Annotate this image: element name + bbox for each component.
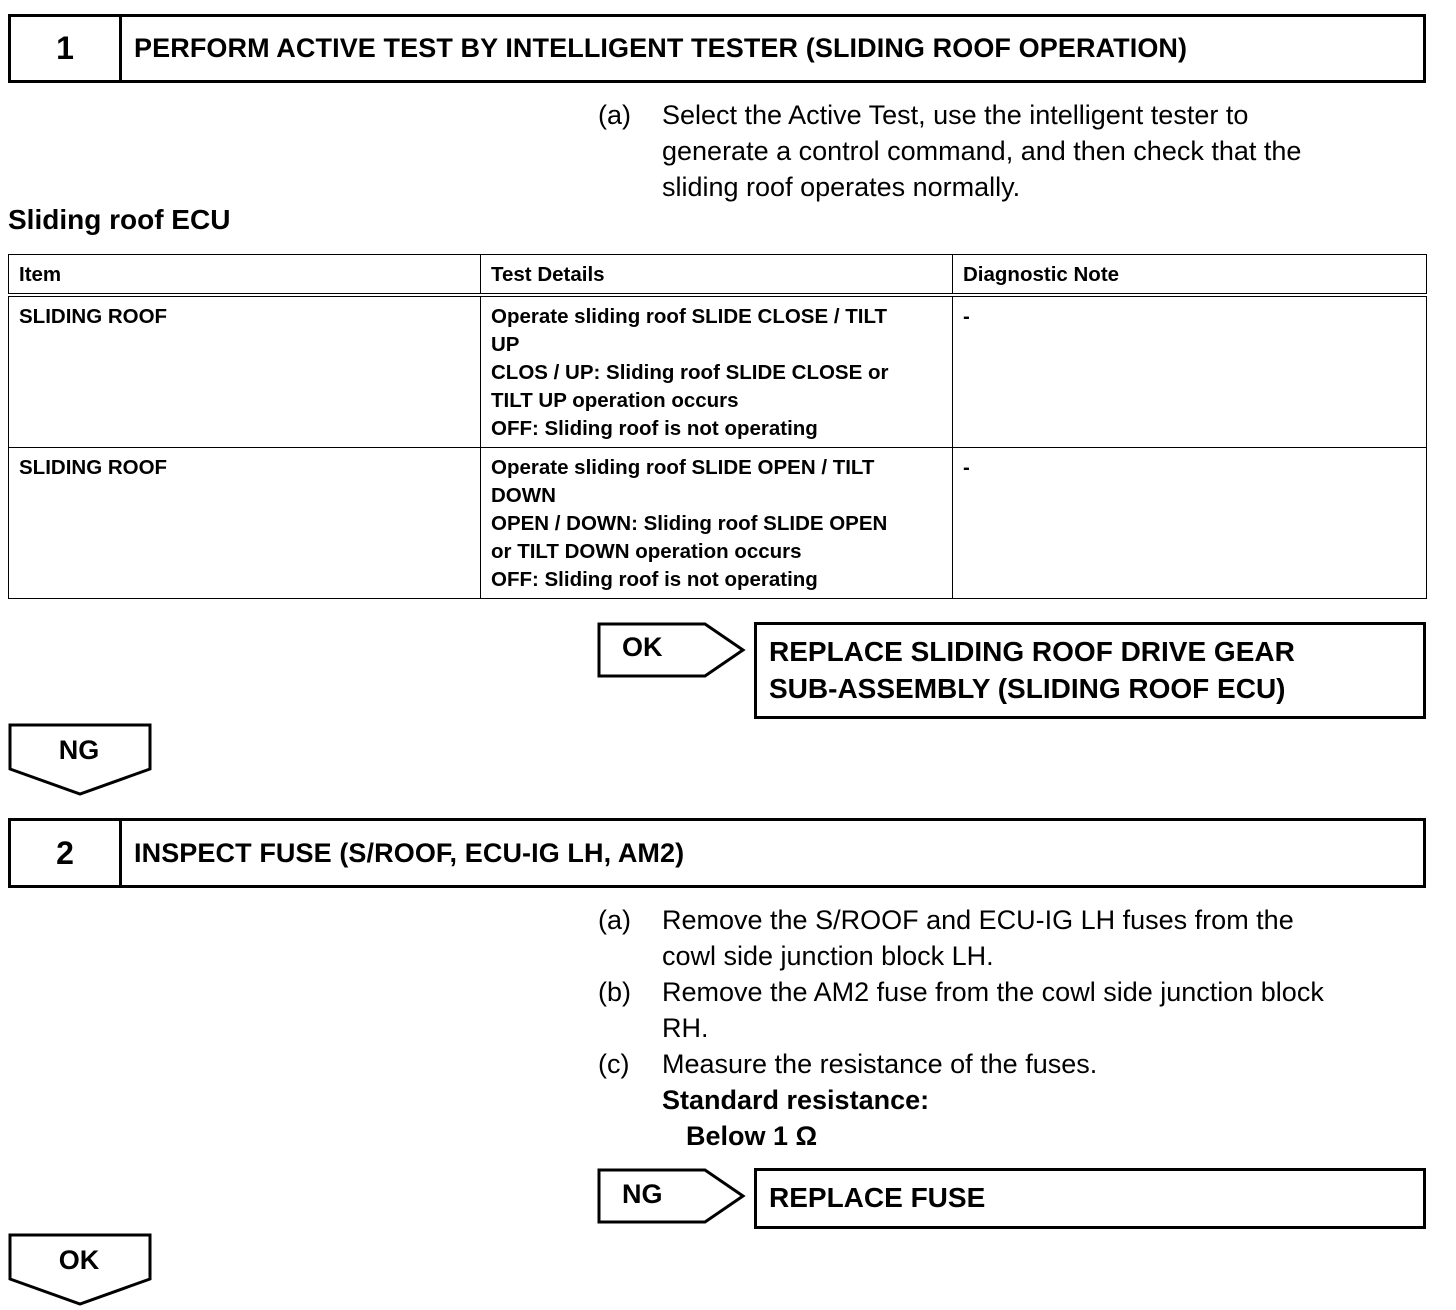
step-2-header xyxy=(8,818,1426,888)
instruction-line: Select the Active Test, use the intelligent tester to xyxy=(662,100,1249,130)
step-2-title: INSPECT FUSE (S/ROOF, ECU-IG LH, AM2) xyxy=(134,837,685,868)
instruction-line: RH. xyxy=(662,1013,709,1043)
result-line: REPLACE FUSE xyxy=(769,1182,986,1213)
instruction-text xyxy=(662,902,1428,974)
instruction-text xyxy=(662,1046,1428,1154)
result-line: SUB-ASSEMBLY (SLIDING ROOF ECU) xyxy=(769,673,1286,704)
ng-branch-arrow-icon xyxy=(597,1168,747,1224)
cell-test-details xyxy=(481,448,953,599)
ok-branch-arrow-icon xyxy=(597,622,747,678)
cell-diagnostic-note: - xyxy=(953,295,1427,448)
result-box-replace-fuse xyxy=(754,1168,1426,1229)
active-test-table xyxy=(8,254,1427,599)
continue-label-ng: NG xyxy=(58,735,100,765)
instruction-label: (a) xyxy=(598,100,631,130)
instruction-line: generate a control command, and then check that the xyxy=(662,136,1302,166)
branch-label-ok: OK xyxy=(622,632,663,662)
column-header-test-details: Test Details xyxy=(481,255,953,296)
step-1-number: 1 xyxy=(11,17,122,80)
instruction-line: sliding roof operates normally. xyxy=(662,172,1021,202)
table-row xyxy=(9,448,1427,599)
section-heading: Sliding roof ECU xyxy=(8,204,231,235)
instruction-a xyxy=(598,902,1428,974)
detail-line: OFF: Sliding roof is not operating xyxy=(491,417,818,440)
instruction-label: (b) xyxy=(598,977,631,1007)
instruction-c xyxy=(598,1046,1428,1154)
instruction-line: Remove the AM2 fuse from the cowl side junction block xyxy=(662,977,1324,1007)
result-box-replace-drive-gear xyxy=(754,622,1426,719)
step-1-title: PERFORM ACTIVE TEST BY INTELLIGENT TESTER (SLIDING ROOF OPERATION) xyxy=(134,33,1188,63)
instruction-label: (a) xyxy=(598,905,631,935)
instruction-label: (c) xyxy=(598,1049,630,1079)
column-header-item: Item xyxy=(9,255,481,296)
step-1-instructions xyxy=(598,97,1428,205)
table-header-row xyxy=(9,255,1427,296)
instruction-b xyxy=(598,974,1428,1046)
instruction-a xyxy=(598,97,1428,205)
step-2-instructions xyxy=(598,902,1428,1154)
instruction-line: cowl side junction block LH. xyxy=(662,941,994,971)
detail-line: TILT UP operation occurs xyxy=(491,389,739,412)
detail-line: Operate sliding roof SLIDE OPEN / TILT xyxy=(491,456,875,479)
detail-line: OFF: Sliding roof is not operating xyxy=(491,568,818,591)
standard-label: Standard resistance: xyxy=(662,1085,930,1115)
instruction-text xyxy=(662,974,1428,1046)
detail-line: or TILT DOWN operation occurs xyxy=(491,540,802,563)
cell-item: SLIDING ROOF xyxy=(9,448,481,599)
instruction-text xyxy=(662,97,1428,205)
detail-line: OPEN / DOWN: Sliding roof SLIDE OPEN xyxy=(491,512,888,535)
branch-label-ng: NG xyxy=(622,1179,663,1209)
column-header-diagnostic-note: Diagnostic Note xyxy=(953,255,1427,296)
step-2-number: 2 xyxy=(11,821,122,885)
cell-item: SLIDING ROOF xyxy=(9,295,481,448)
result-line: REPLACE SLIDING ROOF DRIVE GEAR xyxy=(769,636,1295,667)
instruction-line: Remove the S/ROOF and ECU-IG LH fuses from the xyxy=(662,905,1294,935)
instruction-line: Measure the resistance of the fuses. xyxy=(662,1049,1098,1079)
detail-line: CLOS / UP: Sliding roof SLIDE CLOSE or xyxy=(491,361,889,384)
detail-line: UP xyxy=(491,333,520,356)
step-1-header xyxy=(8,14,1426,83)
detail-line: Operate sliding roof SLIDE CLOSE / TILT xyxy=(491,305,887,328)
cell-diagnostic-note: - xyxy=(953,448,1427,599)
standard-value: Below 1 Ω xyxy=(686,1121,818,1151)
table-row xyxy=(9,295,1427,448)
cell-test-details xyxy=(481,295,953,448)
continue-label-ok: OK xyxy=(58,1245,100,1275)
detail-line: DOWN xyxy=(491,484,556,507)
